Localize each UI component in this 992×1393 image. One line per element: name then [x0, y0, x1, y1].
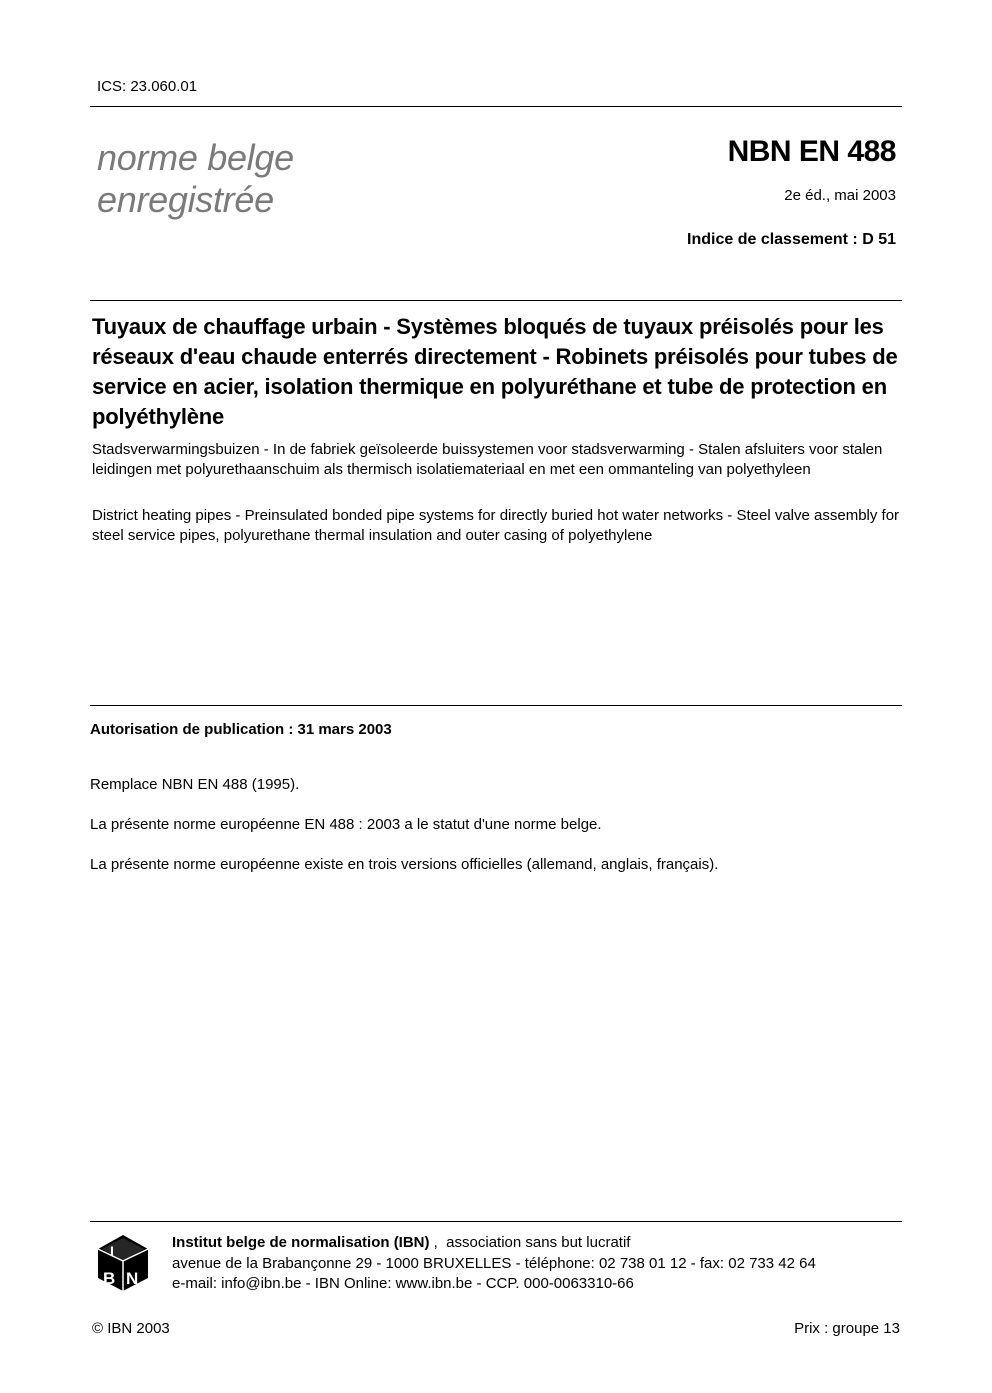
copyright: © IBN 2003	[92, 1320, 170, 1337]
replaces-note: Remplace NBN EN 488 (1995).	[90, 776, 300, 793]
logo-letter-n: N	[126, 1269, 139, 1288]
standard-number: NBN EN 488	[727, 135, 896, 168]
brand-heading	[97, 137, 294, 221]
institute-contact: e-mail: info@ibn.be - IBN Online: www.ibn.be - CCP. 000-0063310-66	[172, 1275, 634, 1292]
institute-address-block	[172, 1233, 816, 1295]
institute-address: avenue de la Brabançonne 29 - 1000 BRUXELLES - téléphone: 02 738 01 12 - fax: 02 733 42 64	[172, 1254, 816, 1272]
divider	[90, 705, 902, 706]
ibn-logo	[97, 1234, 149, 1292]
publication-authorisation: Autorisation de publication : 31 mars 2003	[90, 721, 392, 738]
institute-suffix: , association sans but lucratif	[429, 1234, 631, 1251]
ics-code: ICS: 23.060.01	[97, 78, 198, 95]
english-title: District heating pipes - Preinsulated bonded pipe systems for directly buried hot water networks - Steel valve assembly for steel service pipes, polyurethane thermal insulation and outer casing of polyethylene	[92, 507, 900, 544]
institute-name: Institut belge de normalisation (IBN)	[172, 1234, 430, 1251]
status-note: La présente norme européenne EN 488 : 2003 a le statut d'une norme belge.	[90, 816, 602, 833]
brand-line-2: enregistrée	[97, 179, 274, 220]
versions-note: La présente norme européenne existe en trois versions officielles (allemand, anglais, français).	[90, 856, 719, 873]
dutch-title: Stadsverwarmingsbuizen - In de fabriek geïsoleerde buissystemen voor stadsverwarming - Stalen afsluiters voor stalen leidingen met polyurethaanschuim als thermisch isolatiemateriaal en met een ommanteling van polyethyleen	[92, 441, 883, 478]
institute-line	[172, 1233, 816, 1254]
french-title: Tuyaux de chauffage urbain - Systèmes bloqués de tuyaux préisolés pour les réseaux d'eau chaude enterrés directement - Robinets préisolés pour tubes de service en acier, isolation thermique en polyuréthane et tube de protection en polyéthylène	[92, 314, 898, 429]
divider	[90, 300, 902, 301]
logo-letter-b: B	[103, 1269, 116, 1288]
edition: 2e éd., mai 2003	[784, 187, 896, 204]
divider	[90, 1221, 902, 1222]
classification-index: Indice de classement : D 51	[687, 231, 896, 248]
price-group: Prix : groupe 13	[794, 1320, 900, 1337]
brand-line-1: norme belge	[97, 137, 294, 178]
logo-letter-i: I	[110, 1243, 114, 1259]
divider	[90, 106, 902, 107]
